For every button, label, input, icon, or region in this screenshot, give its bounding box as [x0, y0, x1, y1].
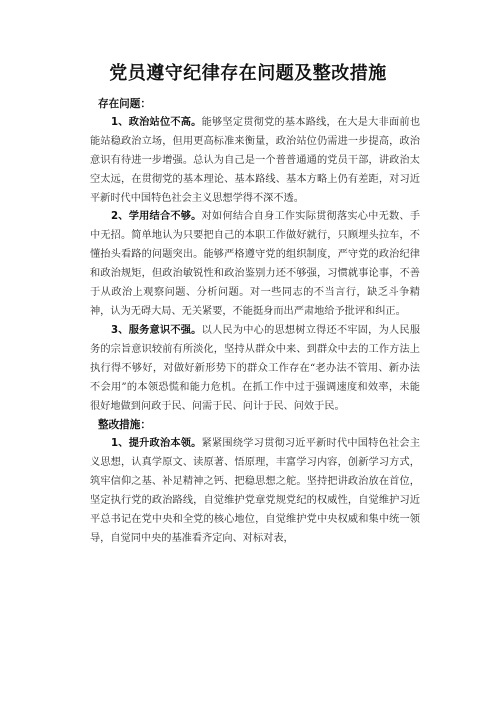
measure-paragraph-1 [90, 435, 420, 548]
problem-2-text: 对如何结合自身工作实际贯彻落实心中无数、手中无招。简单地认为只要把自己的本职工作做好就行，只顾埋头拉车，不懂抬头看路的问题突出。能够严格遵守党的组织制度，严守党的政治纪律和政治规矩，但政治敏锐性和政治鉴别力还不够强，习惯就事论事，不善于从政治上观察问题、分析问题。对一些同志的不当言行，缺乏斗争精神，认为无碍大局、无关紧要，不能挺身而出严肃地给予批评和纠正。 [90, 211, 421, 317]
measure-1-text: 紧紧围绕学习贯彻习近平新时代中国特色社会主义思想，认真学原文、读原著、悟原理，丰富学习内容，创新学习方式，筑牢信仰之基、补足精神之钙、把稳思想之舵。坚持把讲政治放在首位，坚定执行党的政治路线，自觉维护党章党规党纪的权威性，自觉维护习近平总书记在党中央和全党的核心地位，自觉维护党中央权威和集中统一领导，自觉同中央的基准看齐定向、对标对表， [90, 438, 421, 544]
problems-heading: 存在问题： [98, 98, 151, 110]
problem-1-text: 能够坚定贯彻党的基本路线，在大是大非面前也能站稳政治立场，但用更高标准来衡量，政治站位仍需进一步提高，政治意识有待进一步增强。总认为自己是一个普普通通的党员干部，讲政治太空太远，在贯彻党的基本理论、基本路线、基本方略上仍有差距，对习近平新时代中国特色社会主义思想学得不深不透。 [90, 116, 421, 204]
measure-1-lead: 1、提升政治本领。 [111, 438, 202, 450]
measures-heading: 整改措施： [98, 419, 151, 432]
problem-3-lead: 3、服务意识不强。 [111, 324, 202, 336]
problem-paragraph-2 [90, 208, 420, 321]
problem-2-lead: 2、学用结合不够。 [111, 211, 202, 223]
problem-paragraph-1 [90, 114, 420, 209]
document-title: 党员遵守纪律存在问题及整改措施 [109, 63, 387, 84]
problem-paragraph-3 [90, 322, 420, 417]
problem-3-text: 以人民为中心的思想树立得还不牢固，为人民服务的宗旨意识较前有所淡化，坚持从群众中来、到群众中去的工作方法上执行得不够好，对做好新形势下的群众工作存在“老办法不管用、新办法不会用”的本领恐慌和能力危机。在抓工作中过于强调速度和效率，未能很好地做到问政于民、问需于民、问计于民、问效于民。 [90, 324, 421, 412]
document-body [90, 95, 420, 549]
problem-1-lead: 1、政治站位不高。 [111, 116, 202, 128]
